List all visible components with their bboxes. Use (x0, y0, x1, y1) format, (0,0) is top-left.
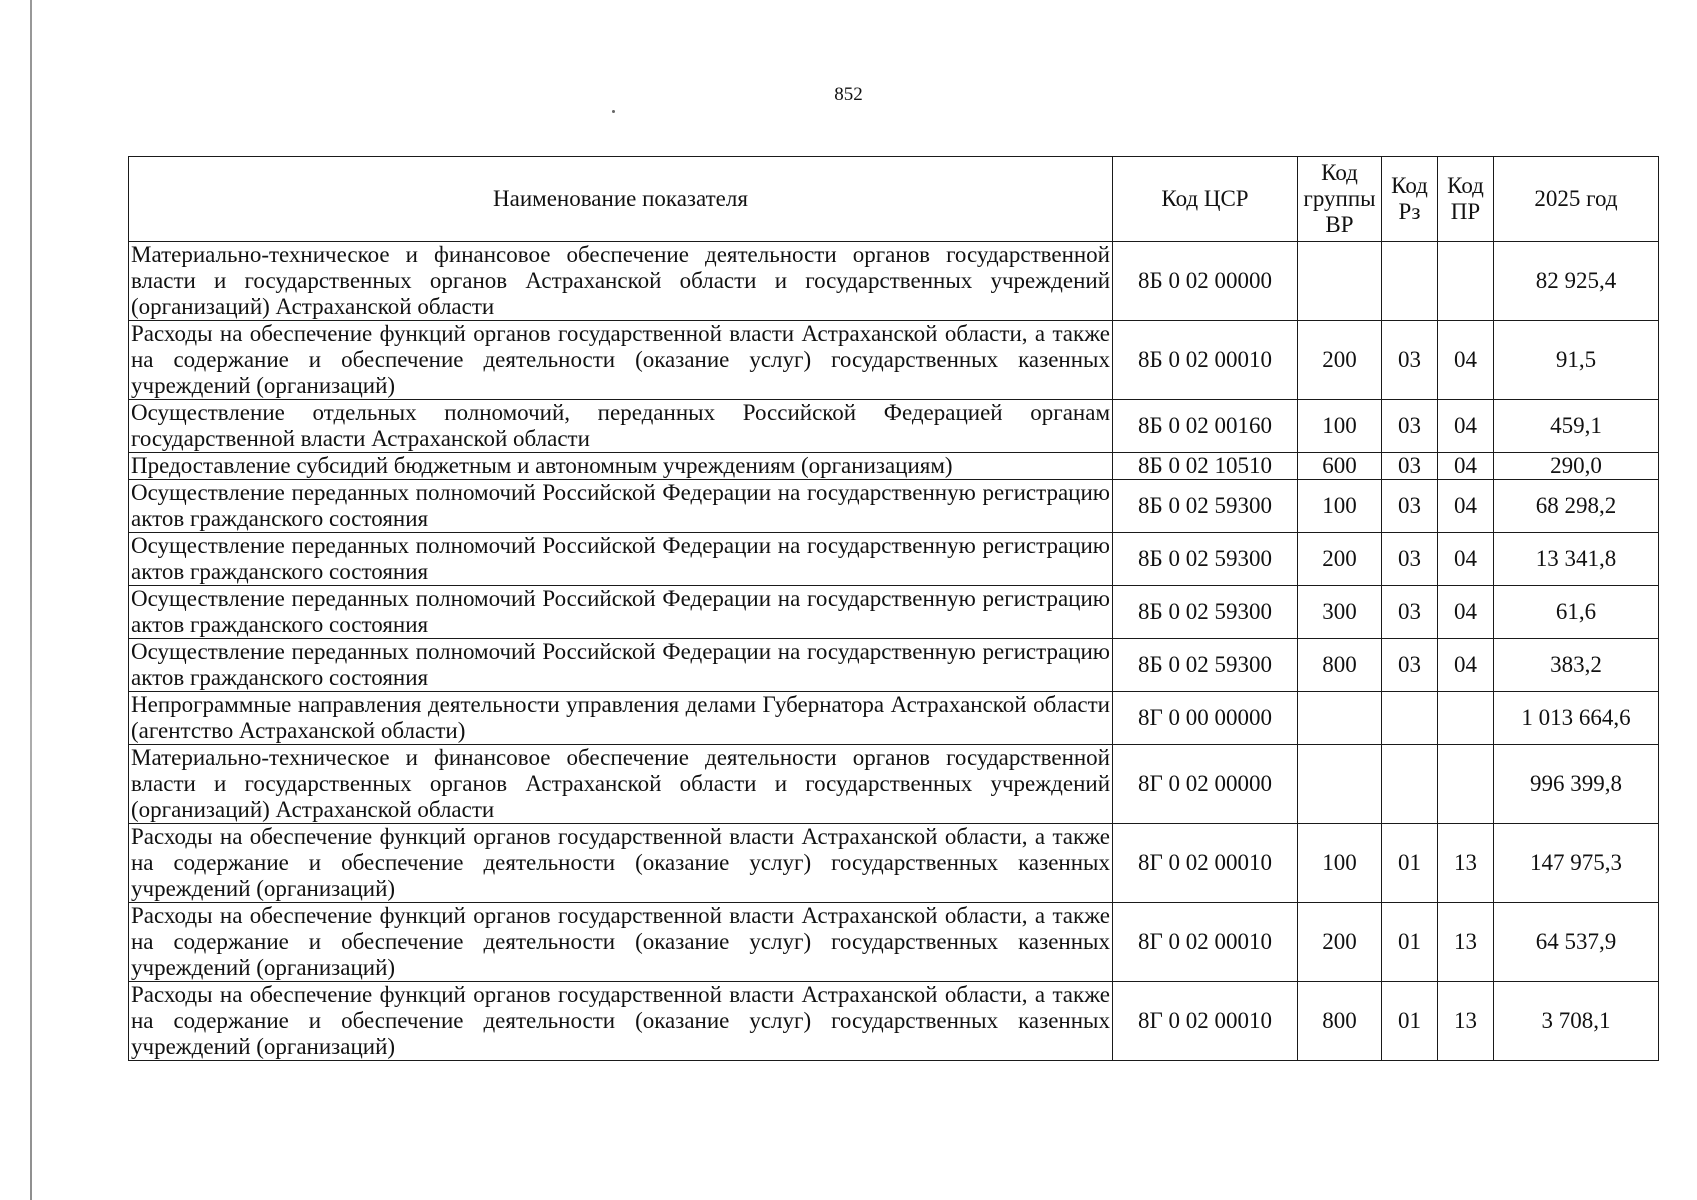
cell-csr: 8Б 0 02 00160 (1113, 400, 1298, 453)
table-header (129, 157, 1659, 242)
cell-vr: 100 (1298, 480, 1382, 533)
budget-table (128, 156, 1659, 1061)
cell-rz (1382, 242, 1438, 321)
cell-name: Осуществление переданных полномочий Российской Федерации на государственную регистрацию актов гражданского состояния (129, 533, 1113, 586)
cell-pr: 04 (1438, 321, 1494, 400)
cell-amount: 383,2 (1494, 639, 1659, 692)
cell-name: Расходы на обеспечение функций органов государственной власти Астраханской области, а также на содержание и обеспечение деятельности (оказание услуг) государственных казенных учреждений (организаций) (129, 903, 1113, 982)
scan-left-edge (30, 0, 32, 1200)
cell-vr: 200 (1298, 321, 1382, 400)
cell-amount: 13 341,8 (1494, 533, 1659, 586)
cell-vr (1298, 242, 1382, 321)
cell-pr: 13 (1438, 903, 1494, 982)
cell-name: Расходы на обеспечение функций органов государственной власти Астраханской области, а также на содержание и обеспечение деятельности (оказание услуг) государственных казенных учреждений (организаций) (129, 824, 1113, 903)
cell-rz: 03 (1382, 480, 1438, 533)
table-row (129, 824, 1659, 903)
cell-pr: 13 (1438, 982, 1494, 1061)
cell-vr: 300 (1298, 586, 1382, 639)
cell-csr: 8Б 0 02 59300 (1113, 639, 1298, 692)
table-row (129, 321, 1659, 400)
cell-vr: 800 (1298, 639, 1382, 692)
table-row (129, 453, 1659, 480)
header-csr: Код ЦСР (1113, 157, 1298, 242)
page-number: 852 (834, 84, 863, 105)
table-row (129, 242, 1659, 321)
table-row (129, 586, 1659, 639)
cell-amount: 68 298,2 (1494, 480, 1659, 533)
cell-amount: 64 537,9 (1494, 903, 1659, 982)
cell-rz: 03 (1382, 400, 1438, 453)
cell-vr: 100 (1298, 400, 1382, 453)
cell-vr: 100 (1298, 824, 1382, 903)
cell-rz: 03 (1382, 586, 1438, 639)
cell-vr (1298, 692, 1382, 745)
cell-rz: 03 (1382, 533, 1438, 586)
cell-vr: 800 (1298, 982, 1382, 1061)
cell-amount: 91,5 (1494, 321, 1659, 400)
scan-speck (612, 110, 615, 113)
cell-rz (1382, 692, 1438, 745)
cell-pr: 04 (1438, 533, 1494, 586)
cell-rz: 01 (1382, 824, 1438, 903)
cell-rz: 01 (1382, 982, 1438, 1061)
cell-vr: 200 (1298, 903, 1382, 982)
header-name: Наименование показателя (129, 157, 1113, 242)
cell-amount: 82 925,4 (1494, 242, 1659, 321)
cell-name: Расходы на обеспечение функций органов государственной власти Астраханской области, а также на содержание и обеспечение деятельности (оказание услуг) государственных казенных учреждений (организаций) (129, 982, 1113, 1061)
cell-csr: 8Б 0 02 00000 (1113, 242, 1298, 321)
table-row (129, 400, 1659, 453)
header-year: 2025 год (1494, 157, 1659, 242)
cell-pr: 04 (1438, 453, 1494, 480)
header-vr: Код группы ВР (1298, 157, 1382, 242)
cell-name: Осуществление переданных полномочий Российской Федерации на государственную регистрацию актов гражданского состояния (129, 586, 1113, 639)
cell-name: Непрограммные направления деятельности управления делами Губернатора Астраханской области (агентство Астраханской области) (129, 692, 1113, 745)
cell-amount: 459,1 (1494, 400, 1659, 453)
cell-rz: 03 (1382, 321, 1438, 400)
cell-csr: 8Б 0 02 59300 (1113, 533, 1298, 586)
cell-csr: 8Б 0 02 59300 (1113, 480, 1298, 533)
cell-rz: 03 (1382, 453, 1438, 480)
cell-pr (1438, 242, 1494, 321)
cell-csr: 8Г 0 02 00010 (1113, 903, 1298, 982)
cell-pr: 04 (1438, 480, 1494, 533)
cell-name: Предоставление субсидий бюджетным и автономным учреждениям (организациям) (129, 453, 1113, 480)
cell-pr (1438, 692, 1494, 745)
cell-pr: 13 (1438, 824, 1494, 903)
table-row (129, 692, 1659, 745)
table-row (129, 982, 1659, 1061)
header-pr: Код ПР (1438, 157, 1494, 242)
cell-rz: 01 (1382, 903, 1438, 982)
cell-csr: 8Б 0 02 00010 (1113, 321, 1298, 400)
cell-name: Материально-техническое и финансовое обеспечение деятельности органов государственной власти и государственных органов Астраханской области и государственных учреждений (организаций) Астраханской области (129, 242, 1113, 321)
cell-csr: 8Б 0 02 59300 (1113, 586, 1298, 639)
table-row (129, 480, 1659, 533)
cell-vr: 200 (1298, 533, 1382, 586)
cell-rz (1382, 745, 1438, 824)
table-row (129, 639, 1659, 692)
table-row (129, 745, 1659, 824)
cell-name: Материально-техническое и финансовое обеспечение деятельности органов государственной власти и государственных органов Астраханской области и государственных учреждений (организаций) Астраханской области (129, 745, 1113, 824)
cell-name: Осуществление переданных полномочий Российской Федерации на государственную регистрацию актов гражданского состояния (129, 639, 1113, 692)
table-row (129, 533, 1659, 586)
table-row (129, 903, 1659, 982)
cell-csr: 8Г 0 02 00010 (1113, 824, 1298, 903)
cell-name: Осуществление отдельных полномочий, переданных Российской Федерацией органам государственной власти Астраханской области (129, 400, 1113, 453)
cell-name: Расходы на обеспечение функций органов государственной власти Астраханской области, а также на содержание и обеспечение деятельности (оказание услуг) государственных казенных учреждений (организаций) (129, 321, 1113, 400)
cell-csr: 8Г 0 02 00000 (1113, 745, 1298, 824)
cell-csr: 8Б 0 02 10510 (1113, 453, 1298, 480)
header-rz: Код Рз (1382, 157, 1438, 242)
cell-amount: 1 013 664,6 (1494, 692, 1659, 745)
cell-csr: 8Г 0 02 00010 (1113, 982, 1298, 1061)
cell-amount: 290,0 (1494, 453, 1659, 480)
cell-amount: 147 975,3 (1494, 824, 1659, 903)
cell-pr: 04 (1438, 639, 1494, 692)
cell-name: Осуществление переданных полномочий Российской Федерации на государственную регистрацию актов гражданского состояния (129, 480, 1113, 533)
header-row (129, 157, 1659, 242)
cell-rz: 03 (1382, 639, 1438, 692)
cell-pr: 04 (1438, 400, 1494, 453)
table-body (129, 242, 1659, 1061)
cell-pr: 04 (1438, 586, 1494, 639)
cell-amount: 3 708,1 (1494, 982, 1659, 1061)
cell-csr: 8Г 0 00 00000 (1113, 692, 1298, 745)
cell-pr (1438, 745, 1494, 824)
cell-vr: 600 (1298, 453, 1382, 480)
cell-amount: 61,6 (1494, 586, 1659, 639)
cell-amount: 996 399,8 (1494, 745, 1659, 824)
cell-vr (1298, 745, 1382, 824)
